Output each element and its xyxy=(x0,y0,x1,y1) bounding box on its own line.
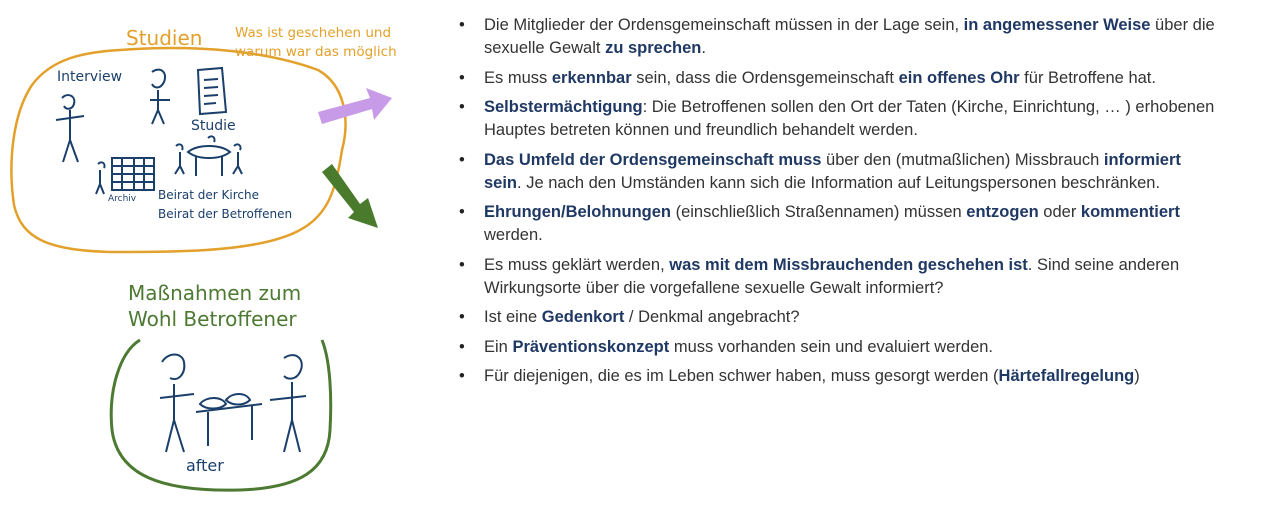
bullet-marker: • xyxy=(459,68,465,87)
bullet-highlight-text: zu sprechen xyxy=(605,39,702,57)
bullet-text: / Denkmal angebracht? xyxy=(624,308,800,326)
label-after: after xyxy=(186,456,224,475)
bullet-text: : Die Betroffenen sollen den Ort der Taten (Kirche, Einrichtung, … ) erhobenen Hauptes betreten können und freundlich behandelt werden. xyxy=(484,98,1215,139)
interview-figure xyxy=(56,95,84,162)
bullet-text: werden. xyxy=(484,226,543,244)
bullet-text: Es muss xyxy=(484,68,552,87)
label-beirat-kirche: Beirat der Kirche xyxy=(158,188,259,202)
bullet-marker: • xyxy=(459,337,465,356)
label-was-ist-geschehen xyxy=(235,24,397,62)
bullet-marker: • xyxy=(459,98,465,116)
bullet-text: muss vorhanden sein und evaluiert werden. xyxy=(669,337,994,356)
bullet-highlight-text: in angemessener Weise xyxy=(963,16,1151,34)
bullet-item xyxy=(456,67,1216,90)
bullet-text: sein, dass die Ordensgemeinschaft xyxy=(631,68,899,87)
sketch-illustration xyxy=(0,0,440,508)
bullet-highlight-text: Das Umfeld der Ordensgemeinschaft muss xyxy=(484,150,822,169)
bullet-text: über den (mutmaßlichen) Missbrauch xyxy=(821,150,1104,169)
label-studien: Studien xyxy=(126,26,203,50)
label-beirat-betroffene: Beirat der Betroffenen xyxy=(158,207,293,221)
bullet-text: ) xyxy=(1134,367,1140,385)
label-was-line2: warum war das möglich xyxy=(235,44,397,60)
bullet-marker: • xyxy=(459,203,465,221)
bullet-marker: • xyxy=(459,16,465,34)
bullet-list xyxy=(456,14,1216,388)
label-massnahmen-line2: Wohl Betroffener xyxy=(128,307,297,331)
label-interview: Interview xyxy=(57,69,123,85)
bullet-text: Es muss geklärt werden, xyxy=(484,255,670,274)
bullet-item xyxy=(456,201,1216,247)
bullet-item xyxy=(456,365,1216,388)
bullet-text: . Je nach den Umständen kann sich die Information auf Leitungspersonen beschränken. xyxy=(517,173,1161,192)
purple-arrow xyxy=(318,88,392,124)
bullet-text: für Betroffene hat. xyxy=(1019,68,1156,87)
interviewer-figure xyxy=(150,70,170,124)
bullet-marker: • xyxy=(459,367,465,385)
bullet-text: . Sind seine anderen Wirkungsorte über die vorgefallene sexuelle Gewalt informiert? xyxy=(484,255,1180,297)
bullet-marker: • xyxy=(459,255,465,274)
bullet-item xyxy=(456,336,1216,359)
bullet-highlight-text: Präventionskonzept xyxy=(512,337,670,356)
bullet-highlight-text: was mit dem Missbrauchenden geschehen ist xyxy=(669,255,1028,274)
bullet-item xyxy=(456,306,1216,329)
bullet-highlight-text: kommentiert xyxy=(1080,203,1180,221)
bullet-item xyxy=(456,149,1216,195)
label-studie: Studie xyxy=(191,118,236,134)
archive-drawing xyxy=(96,158,154,194)
bullet-item xyxy=(456,14,1216,60)
bullet-item xyxy=(456,96,1216,142)
label-was-line1: Was ist geschehen und xyxy=(235,25,392,41)
bullet-marker: • xyxy=(459,150,465,169)
bullet-highlight-text: Ehrungen/Belohnungen xyxy=(484,203,671,221)
bullet-highlight-text: ein offenes Ohr xyxy=(898,68,1020,87)
bullet-highlight-text: Härtefallregelung xyxy=(998,367,1135,385)
bullet-highlight-text: Selbstermächtigung xyxy=(484,98,643,116)
bullet-text: über die sexuelle Gewalt xyxy=(484,16,1215,57)
bullet-text: oder xyxy=(1038,203,1081,221)
bullet-content xyxy=(456,14,1216,395)
bullet-text: Die Mitglieder der Ordensgemeinschaft müssen in der Lage sein, xyxy=(484,16,964,34)
bullet-text: (einschließlich Straßennamen) müssen xyxy=(671,203,967,221)
label-archiv: Archiv xyxy=(108,194,137,204)
bullet-text: . xyxy=(701,39,706,57)
label-massnahmen-line1: Maßnahmen zum xyxy=(128,281,302,305)
bullet-text: Für diejenigen, die es im Leben schwer haben, muss gesorgt werden ( xyxy=(484,367,999,385)
bullet-highlight-text: informiert sein xyxy=(484,150,1181,192)
bullet-marker: • xyxy=(459,308,465,326)
bullet-highlight-text: erkennbar xyxy=(551,68,632,87)
label-massnahmen xyxy=(128,280,301,332)
bullet-highlight-text: Gedenkort xyxy=(541,308,625,326)
bullet-text: Ein xyxy=(484,337,513,356)
board-meeting-drawing xyxy=(175,136,242,176)
bullet-highlight-text: entzogen xyxy=(966,203,1039,221)
bullet-text: Ist eine xyxy=(484,308,542,326)
document-drawing xyxy=(198,68,226,114)
bullet-item xyxy=(456,254,1216,300)
after-scene-drawing xyxy=(160,355,306,453)
